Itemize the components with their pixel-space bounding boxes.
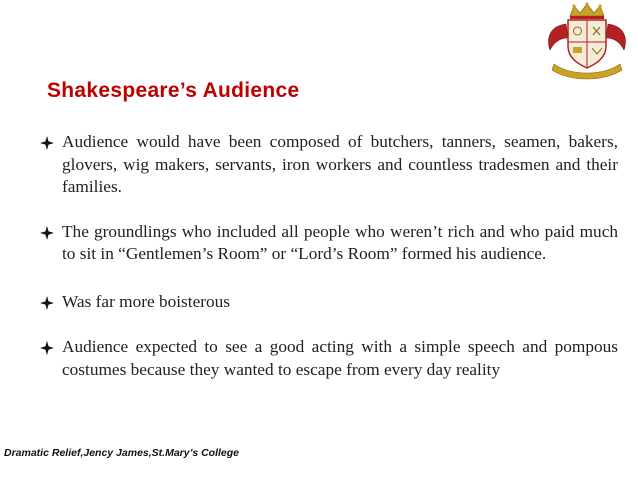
- list-item: [38, 131, 618, 199]
- bullet-list: [38, 131, 618, 404]
- bullet-text: Was far more boisterous: [62, 291, 231, 311]
- list-item: [38, 291, 618, 314]
- bullet-text: The groundlings who included all people who weren’t rich and who paid much to sit in “Gentlemen’s Room” or “Lord’s Room” formed his audience.: [62, 221, 618, 263]
- list-item: [38, 221, 618, 266]
- diamond-bullet-icon: [40, 341, 54, 355]
- diamond-bullet-icon: [40, 136, 54, 150]
- college-crest-icon: [540, 2, 634, 82]
- bullet-text: Audience would have been composed of butchers, tanners, seamen, bakers, glovers, wig makers, servants, iron workers and countless tradesmen and their families.: [62, 132, 618, 196]
- diamond-bullet-icon: [40, 226, 54, 240]
- bullet-text: Audience expected to see a good acting with a simple speech and pompous costumes because they wanted to escape from every day reality: [62, 337, 618, 379]
- footer-credit: Dramatic Relief,Jency James,St.Mary’s College: [4, 447, 240, 459]
- diamond-bullet-icon: [40, 296, 54, 310]
- slide-title: Shakespeare’s Audience: [47, 79, 300, 102]
- list-item: [38, 336, 618, 381]
